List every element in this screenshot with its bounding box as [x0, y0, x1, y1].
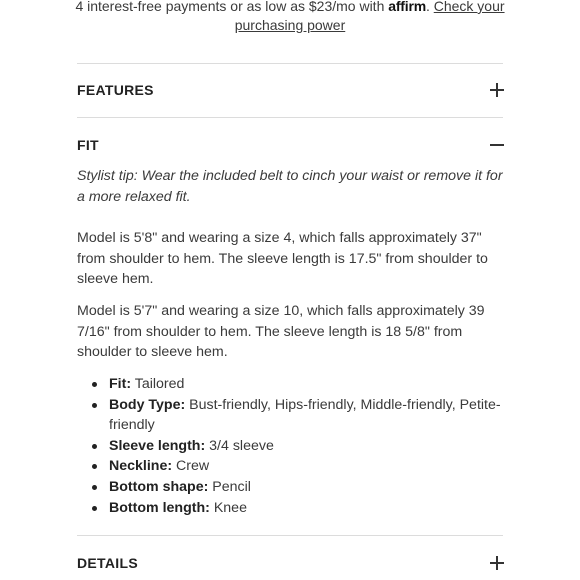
attribute-value: Bust-friendly, Hips-friendly, Middle-friendly, Petite-friendly	[109, 396, 501, 434]
list-item	[109, 498, 519, 519]
bullet	[92, 506, 97, 511]
attribute-value: 3/4 sleeve	[209, 437, 274, 454]
model-size-info-2: Model is 5'7" and wearing a size 10, which falls approximately 39 7/16" from shoulder to hem. The sleeve length is 18 5/8" from shoulder to sleeve hem.	[77, 303, 485, 360]
list-item	[109, 374, 519, 395]
affirm-promo-line-1	[0, 0, 580, 16]
affirm-promo-text: 4 interest-free payments or as low as $23/mo with	[75, 0, 385, 14]
affirm-logo: affirm	[388, 0, 426, 14]
fit-title: FIT	[77, 137, 99, 153]
attribute-label: Bottom shape:	[109, 478, 209, 495]
features-title: FEATURES	[77, 82, 154, 98]
attribute-value: Knee	[213, 499, 247, 516]
minus-icon[interactable]	[490, 138, 504, 152]
plus-icon[interactable]	[490, 556, 504, 570]
check-purchasing-power-link-cont[interactable]: purchasing power	[234, 17, 346, 33]
model-size-info-1: Model is 5'8" and wearing a size 4, which falls approximately 37" from shoulder to hem. The sleeve length is 17.5" from shoulder to sleeve hem.	[77, 230, 488, 287]
check-purchasing-power-link[interactable]: Check your	[433, 0, 505, 14]
stylist-tip: Stylist tip: Wear the included belt to cinch your waist or remove it for a more relaxed fit.	[77, 168, 503, 205]
bullet	[92, 464, 97, 469]
affirm-period: .	[425, 0, 430, 14]
fit-attributes-list	[77, 374, 519, 518]
attribute-value: Crew	[176, 458, 210, 475]
affirm-promo	[0, 0, 580, 35]
divider	[77, 63, 503, 64]
list-item	[109, 477, 519, 498]
affirm-promo-line-2	[0, 16, 580, 35]
attribute-label: Sleeve length:	[109, 437, 206, 454]
list-item	[109, 395, 519, 436]
list-item	[109, 436, 519, 457]
attribute-value: Tailored	[134, 376, 185, 392]
attribute-label: Bottom length:	[109, 499, 210, 516]
bullet	[92, 444, 97, 449]
bullet	[92, 382, 97, 387]
divider	[77, 117, 503, 118]
details-title: DETAILS	[77, 555, 138, 571]
bullet	[92, 403, 97, 408]
bullet	[92, 485, 97, 490]
attribute-value: Pencil	[212, 478, 251, 495]
list-item	[109, 456, 519, 477]
attribute-label: Fit:	[109, 376, 132, 392]
divider	[77, 535, 503, 536]
plus-icon[interactable]	[490, 83, 504, 97]
attribute-label: Body Type:	[109, 396, 186, 413]
attribute-label: Neckline:	[109, 458, 173, 475]
